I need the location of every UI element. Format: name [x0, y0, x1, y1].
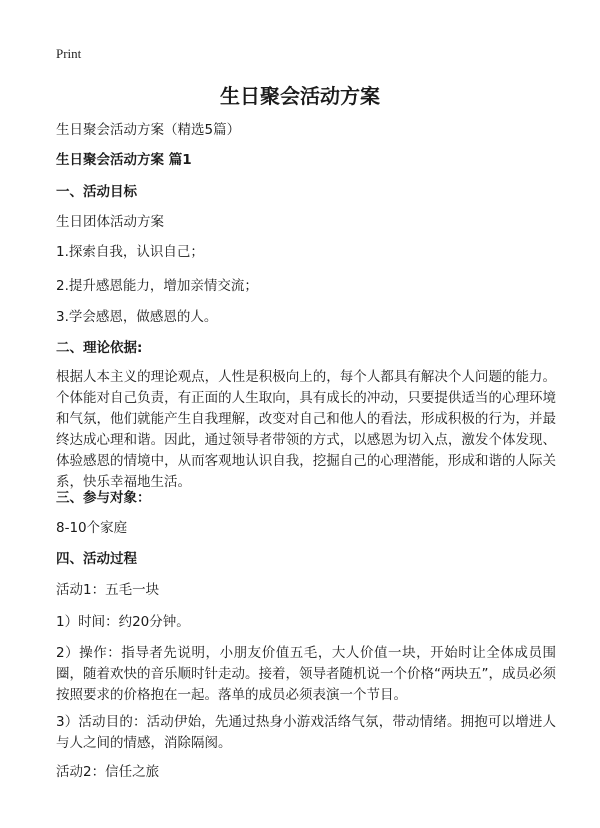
- theory-paragraph: 根据人本主义的理论观点，人性是积极向上的，每个人都具有解决个人问题的能力。个体能对自己负责，有正面的人生取向，具有成长的冲动，只要提供适当的心理环境和气氛，他们就能产生自我理解，改变对自己和他人的看法，形成积极的行为，并最终达成心理和谐。因此，通过领导者带领的方式，以感恩为切入点，激发个体发现、体验感恩的情境中，从而客观地认识自我，挖掘自己的心理潜能，形成和谐的人际关系，快乐幸福地生活。: [56, 369, 556, 490]
- section-heading-theory: 二、理论依据:: [56, 340, 143, 356]
- document-subtitle: 生日聚会活动方案（精选5篇）: [56, 122, 241, 138]
- section-heading-process: 四、活动过程: [56, 551, 137, 567]
- section-heading-participants: 三、参与对象：: [56, 490, 151, 506]
- print-link[interactable]: Print: [56, 46, 82, 61]
- goal-item: 1.探索自我，认识自己；: [56, 244, 204, 260]
- article-heading: 生日聚会活动方案 篇1: [56, 152, 192, 168]
- activity-2-title: 活动2：信任之旅: [56, 764, 160, 780]
- goals-intro: 生日团体活动方案: [56, 214, 164, 230]
- goal-item: 2.提升感恩能力，增加亲情交流；: [56, 278, 258, 294]
- participants-text: 8-10个家庭: [56, 520, 128, 536]
- activity-1-title: 活动1：五毛一块: [56, 582, 160, 598]
- section-heading-goals: 一、活动目标: [56, 184, 137, 200]
- activity-1-operation: 2）操作：指导者先说明，小朋友价值五毛，大人价值一块，开始时让全体成员围圈，随着欢快的音乐顺时针走动。接着，领导者随机说一个价格“两块五”，成员必须按照要求的价格抱在一起。落单的成员必须表演一个节目。: [56, 645, 556, 703]
- activity-1-purpose: 3）活动目的：活动伊始，先通过热身小游戏活络气氛，带动情绪。拥抱可以增进人与人之间的情感，消除隔阂。: [56, 714, 556, 751]
- activity-1-time: 1）时间：约20分钟。: [56, 614, 190, 630]
- goal-item: 3.学会感恩，做感恩的人。: [56, 309, 218, 325]
- document-title: 生日聚会活动方案: [220, 84, 380, 108]
